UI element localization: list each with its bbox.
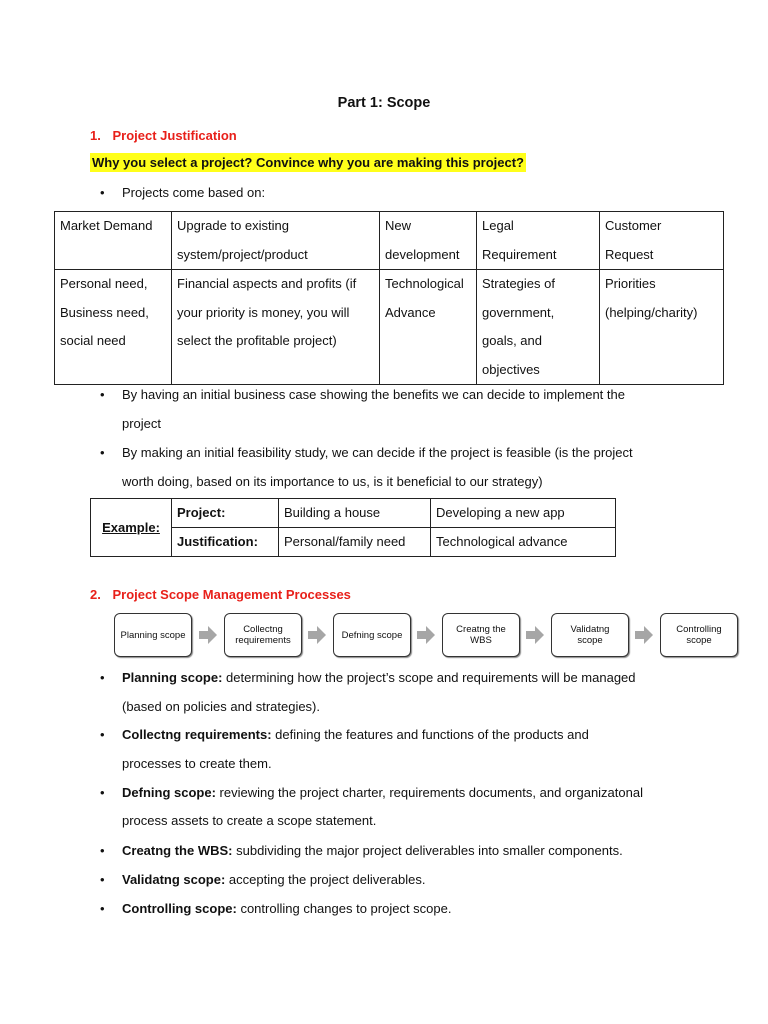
flow-step-controlling-scope: [660, 613, 738, 657]
flow-line: WBS: [470, 635, 492, 646]
table-cell: [172, 212, 380, 270]
cell-line: Strategies of: [482, 276, 555, 291]
flow-step-creating-wbs: [442, 613, 520, 657]
table-cell: [477, 270, 600, 385]
table-cell: Technological advance: [431, 528, 616, 557]
cell-line: social need: [60, 333, 126, 348]
cell-line: Business need,: [60, 304, 149, 320]
section-2-heading: [90, 587, 351, 602]
table-row: [55, 270, 724, 385]
process-desc: reviewing the project charter, requirements documents, and organizatonal: [215, 785, 643, 800]
flow-line: Controlling: [676, 624, 722, 635]
flow-arrow-icon: [417, 626, 435, 644]
table-row: [91, 499, 616, 528]
flow-line: Validatng: [570, 624, 610, 635]
cell-line: New: [385, 218, 412, 233]
cell-line: system/project/product: [177, 246, 308, 262]
process-desc-continuation: (based on policies and strategies).: [122, 699, 321, 714]
process-desc: controlling changes to project scope.: [236, 901, 452, 916]
flow-line: scope: [686, 635, 712, 646]
table-cell: [380, 212, 477, 270]
bullet-text: Projects come based on:: [122, 185, 266, 200]
process-term: Collectng requirements:: [122, 727, 272, 742]
process-desc: determining how the project’s scope and requirements will be managed: [222, 670, 636, 685]
example-label: Example:: [91, 499, 172, 557]
table-cell: [55, 270, 172, 385]
cell-line: Market Demand: [60, 218, 153, 233]
table-cell: [380, 270, 477, 385]
justification-label: Justification:: [172, 528, 279, 557]
flow-step-planning-scope: [114, 613, 192, 657]
section-2-title: Project Scope Management Processes: [112, 587, 351, 602]
cell-line: Advance: [385, 304, 436, 320]
bullet-text: By making an initial feasibility study, we can decide if the project is feasible (is the project: [122, 445, 633, 460]
flow-line: Collectng: [243, 624, 283, 635]
flow-step-collecting-requirements: [224, 613, 302, 657]
process-term: Controlling scope:: [122, 901, 237, 916]
table-cell: [477, 212, 600, 270]
table-cell: Developing a new app: [431, 499, 616, 528]
example-table: [90, 498, 616, 557]
cell-line: government,: [482, 304, 555, 320]
process-desc: subdividing the major project deliverables into smaller components.: [232, 843, 623, 858]
cell-line: Personal need,: [60, 276, 148, 291]
section-1-heading: [90, 128, 237, 143]
flow-line: scope: [577, 635, 603, 646]
bullet-continuation: worth doing, based on its importance to us, is it beneficial to our strategy): [122, 474, 543, 489]
cell-line: select the profitable project): [177, 333, 337, 348]
flow-line: Planning scope: [120, 629, 186, 641]
flow-arrow-icon: [308, 626, 326, 644]
flow-arrow-icon: [635, 626, 653, 644]
flow-line: requirements: [235, 635, 291, 646]
cell-line: Customer: [605, 218, 662, 233]
cell-line: Legal: [482, 218, 514, 233]
table-cell: Personal/family need: [279, 528, 431, 557]
project-sources-table: [54, 211, 724, 385]
cell-line: Priorities: [605, 276, 656, 291]
process-desc-continuation: process assets to create a scope statement.: [122, 813, 377, 828]
table-cell: [600, 212, 724, 270]
table-cell: [55, 212, 172, 270]
table-cell: [600, 270, 724, 385]
flow-step-defining-scope: [333, 613, 411, 657]
bullet-continuation: project: [122, 416, 162, 431]
cell-line: Requirement: [482, 246, 557, 262]
cell-line: goals, and: [482, 333, 542, 348]
cell-line: Request: [605, 246, 654, 262]
flow-line: Defning scope: [341, 629, 403, 641]
flow-step-validating-scope: [551, 613, 629, 657]
cell-line: (helping/charity): [605, 304, 698, 320]
process-desc: defining the features and functions of the products and: [271, 727, 589, 742]
process-desc: accepting the project deliverables.: [225, 872, 426, 887]
project-label: Project:: [172, 499, 279, 528]
process-term: Creatng the WBS:: [122, 843, 233, 858]
table-cell: [172, 270, 380, 385]
flow-arrow-icon: [199, 626, 217, 644]
section-2-number: 2.: [90, 587, 101, 602]
flow-line: Creatng the: [456, 624, 506, 635]
cell-line: objectives: [482, 361, 540, 377]
table-header-row: [55, 212, 724, 270]
cell-line: your priority is money, you will: [177, 304, 350, 320]
process-term: Planning scope:: [122, 670, 223, 685]
highlighted-question: Why you select a project? Convince why you are making this project?: [92, 155, 524, 170]
bullet-text: By having an initial business case showing the benefits we can decide to implement the: [122, 387, 625, 402]
cell-line: Technological: [385, 276, 464, 291]
section-1-title: Project Justification: [112, 128, 237, 143]
process-term: Defning scope:: [122, 785, 216, 800]
cell-line: development: [385, 246, 460, 262]
page-title: Part 1: Scope: [337, 95, 431, 111]
table-cell: Building a house: [279, 499, 431, 528]
process-desc-continuation: processes to create them.: [122, 756, 272, 771]
cell-line: Upgrade to existing: [177, 218, 290, 233]
process-term: Validatng scope:: [122, 872, 226, 887]
section-1-number: 1.: [90, 128, 101, 143]
cell-line: Financial aspects and profits (if: [177, 276, 357, 291]
flow-arrow-icon: [526, 626, 544, 644]
